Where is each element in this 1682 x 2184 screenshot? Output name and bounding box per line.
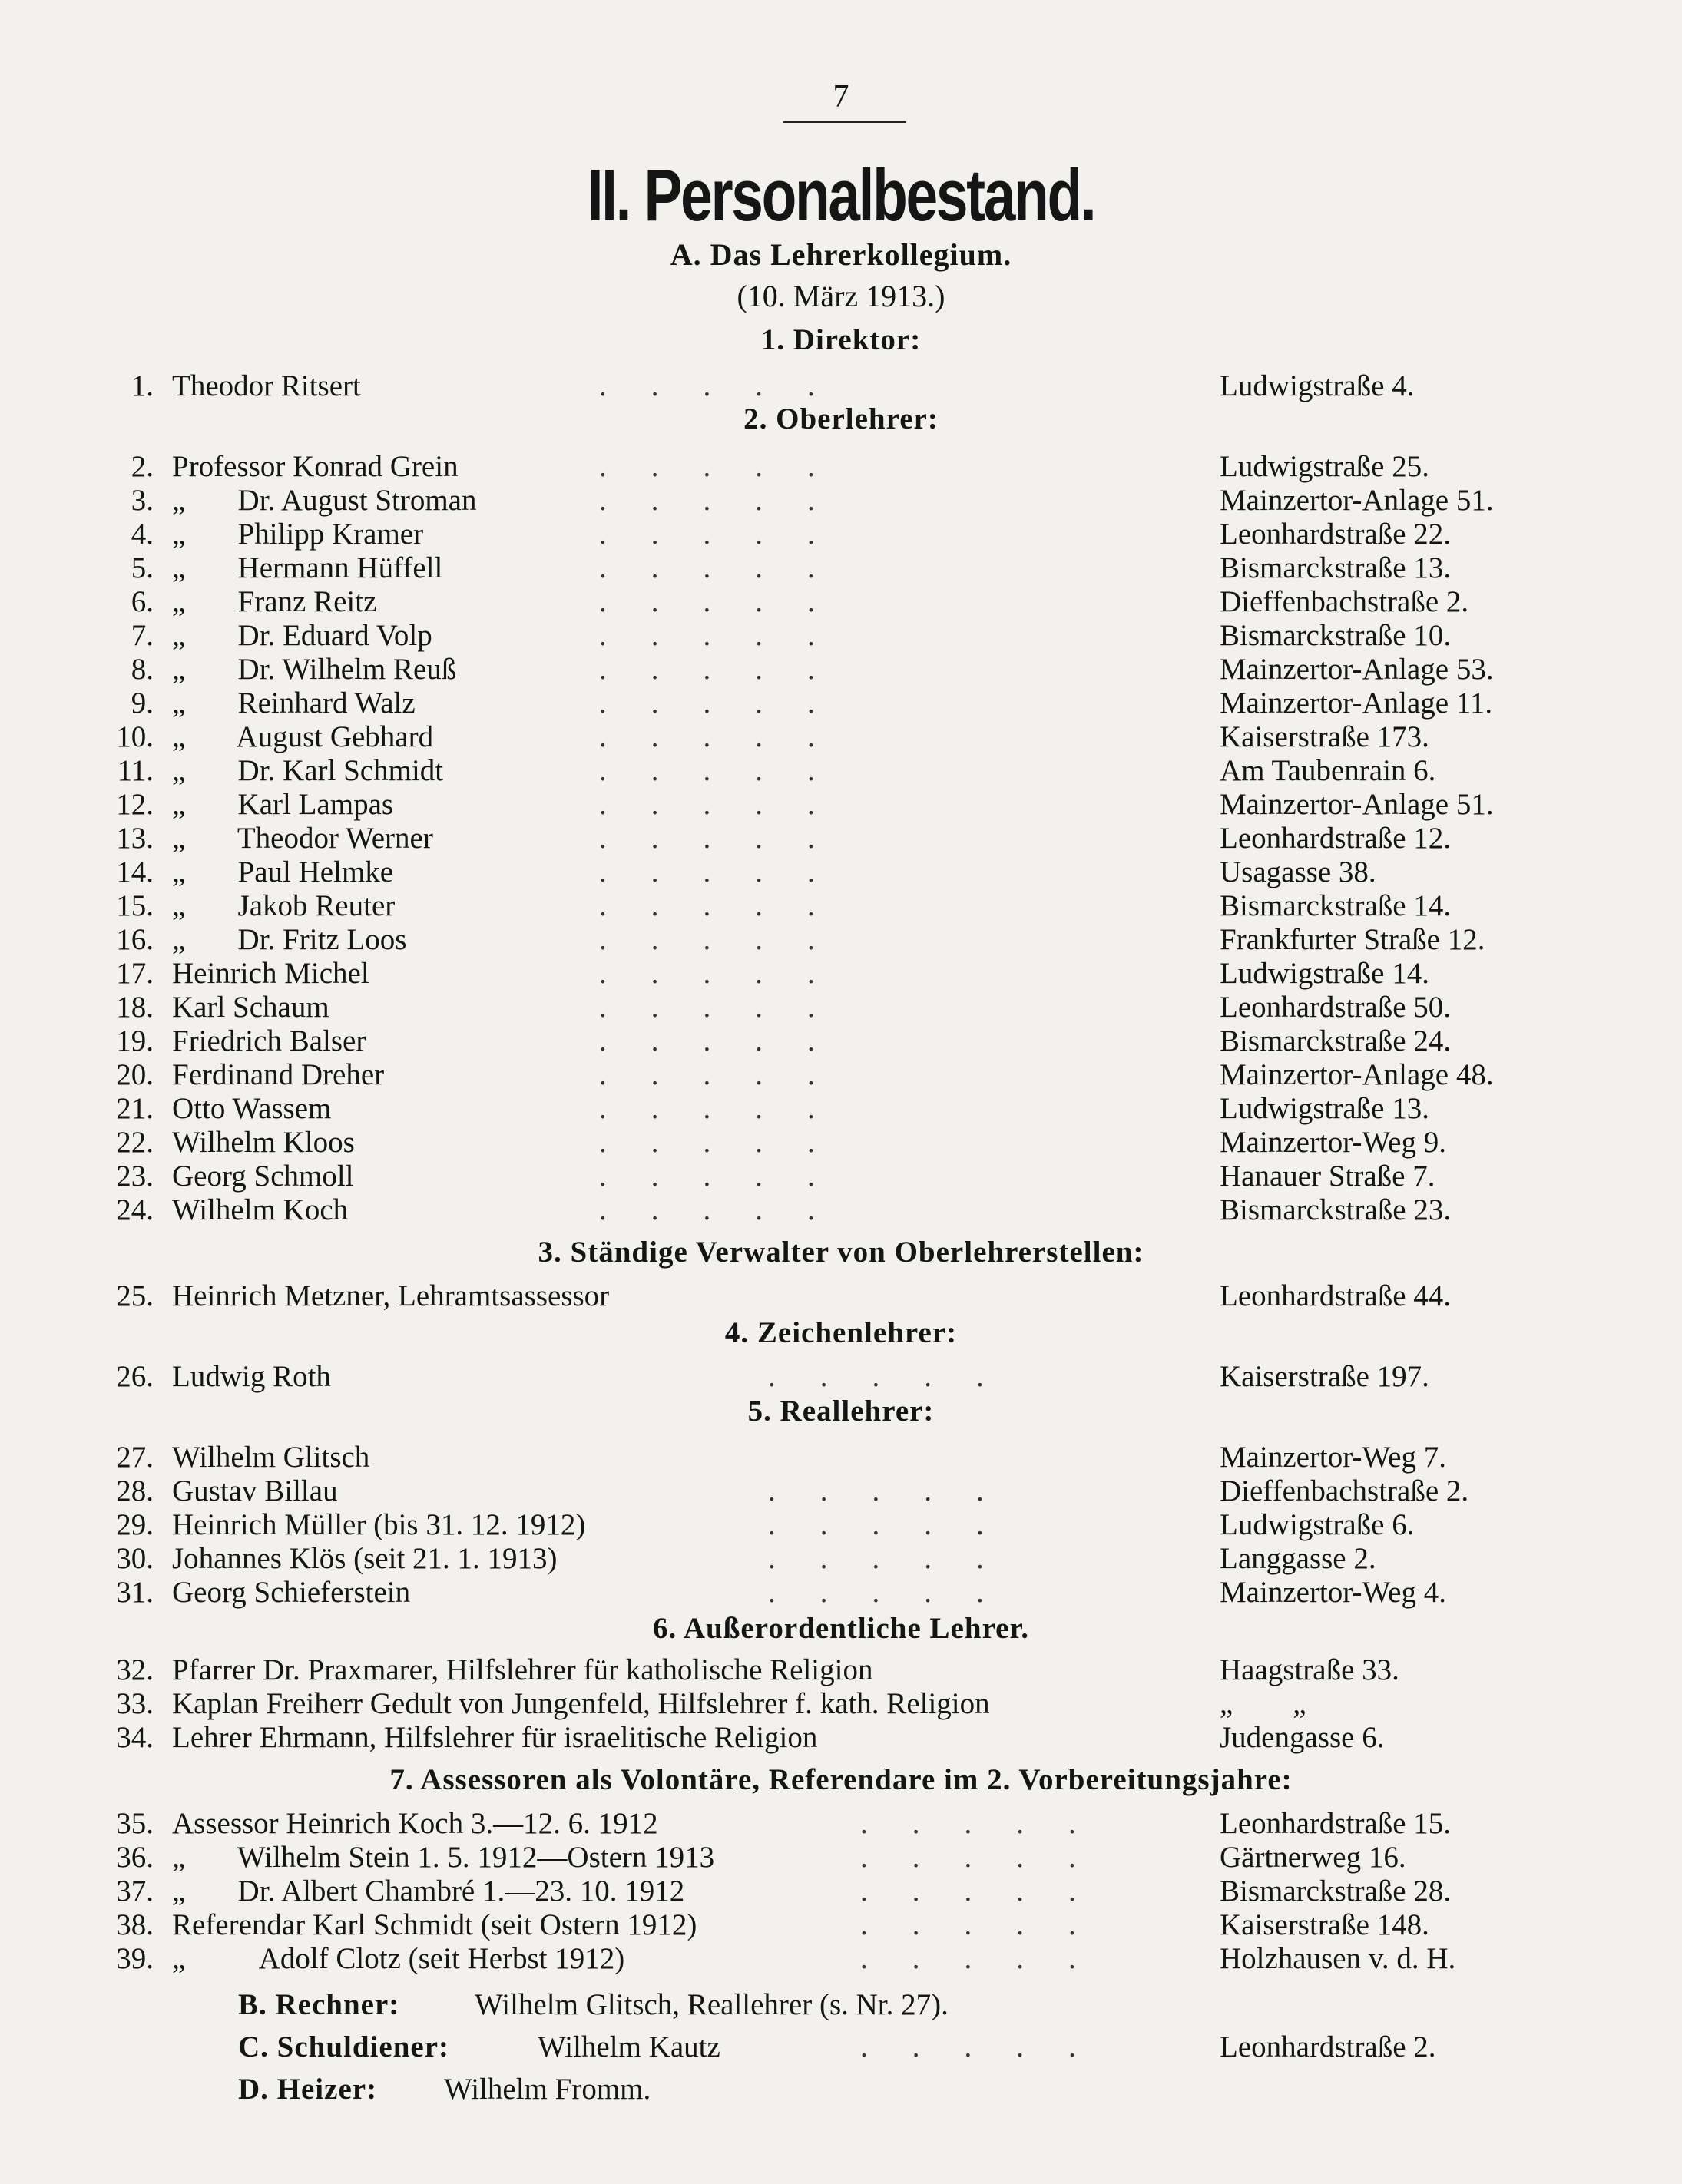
staff-address: Kaiserstraße 197.	[1220, 1360, 1429, 1393]
staff-row	[0, 787, 1682, 821]
staff-row	[0, 888, 1682, 922]
section-heading-verwalter: 3. Ständige Verwalter von Oberlehrerstellen:	[538, 1236, 1144, 1269]
dot-leader: .....	[599, 450, 859, 483]
dot-leader: .....	[599, 889, 859, 922]
staff-row	[0, 1279, 1682, 1312]
schuldiener-label: C. Schuldiener:	[238, 2030, 450, 2063]
staff-name: Heinrich Metzner, Lehramtsassessor	[172, 1279, 610, 1312]
dot-leader: .....	[599, 1160, 859, 1193]
staff-name: „ Adolf Clotz (seit Herbst 1912)	[172, 1942, 625, 1975]
staff-address: Dieffenbachstraße 2.	[1220, 1474, 1469, 1507]
staff-row	[0, 618, 1682, 652]
staff-address: Kaiserstraße 173.	[1220, 720, 1429, 753]
staff-row	[0, 1193, 1682, 1226]
staff-address: Mainzertor-Anlage 51.	[1220, 484, 1494, 517]
staff-number: 3.	[131, 484, 154, 517]
staff-number: 27.	[116, 1441, 154, 1474]
staff-name: „ Wilhelm Stein 1. 5. 1912—Ostern 1913	[172, 1841, 715, 1874]
staff-number: 30.	[116, 1542, 154, 1575]
staff-row	[0, 584, 1682, 618]
staff-row	[0, 1941, 1682, 1975]
section-heading-assessoren: 7. Assessoren als Volontäre, Referendare im 2. Vorbereitungsjahre:	[389, 1763, 1293, 1796]
staff-row	[0, 1024, 1682, 1057]
staff-name: „ Hermann Hüffell	[172, 551, 443, 584]
staff-address: Dieffenbachstraße 2.	[1220, 585, 1469, 618]
section-heading-reallehrer: 5. Reallehrer:	[747, 1395, 935, 1428]
staff-address: Haagstraße 33.	[1220, 1653, 1399, 1686]
staff-name: Heinrich Michel	[172, 957, 369, 990]
staff-name: Lehrer Ehrmann, Hilfslehrer für israelitische Religion	[172, 1721, 818, 1754]
dot-leader: .....	[860, 2030, 1121, 2063]
staff-name: „ Reinhard Walz	[172, 687, 416, 720]
staff-address: Ludwigstraße 4.	[1220, 369, 1415, 402]
dot-leader: .....	[599, 855, 859, 888]
staff-row	[0, 686, 1682, 720]
staff-number: 12.	[116, 788, 154, 821]
staff-row	[0, 1159, 1682, 1193]
staff-row	[0, 517, 1682, 551]
staff-number: 4.	[131, 518, 154, 551]
schuldiener-line	[0, 2030, 1682, 2063]
staff-number: 14.	[116, 855, 154, 888]
staff-address: Bismarckstraße 23.	[1220, 1193, 1452, 1226]
staff-name: Johannes Klös (seit 21. 1. 1913)	[172, 1542, 558, 1575]
staff-number: 9.	[131, 687, 154, 720]
staff-row	[0, 1440, 1682, 1474]
staff-address: Judengasse 6.	[1220, 1721, 1385, 1754]
staff-address: Mainzertor-Anlage 48.	[1220, 1058, 1494, 1091]
staff-number: 28.	[116, 1474, 154, 1507]
staff-name: Theodor Ritsert	[172, 369, 361, 402]
staff-row	[0, 1806, 1682, 1840]
staff-name: Otto Wassem	[172, 1092, 332, 1125]
staff-row	[0, 1840, 1682, 1874]
staff-number: 17.	[116, 957, 154, 990]
page-number: 7	[833, 79, 849, 114]
staff-row	[0, 956, 1682, 990]
section-heading-zeichenlehrer: 4. Zeichenlehrer:	[724, 1316, 958, 1349]
staff-address: Bismarckstraße 24.	[1220, 1024, 1452, 1057]
staff-name: „ Theodor Werner	[172, 822, 433, 855]
staff-row	[0, 1057, 1682, 1091]
staff-name: Wilhelm Kloos	[172, 1126, 355, 1159]
dot-leader: .....	[599, 653, 859, 686]
dot-leader: .....	[768, 1360, 1028, 1393]
staff-number: 6.	[131, 585, 154, 618]
section-heading-ausserordentliche: 6. Außerordentliche Lehrer.	[653, 1612, 1029, 1645]
staff-number: 26.	[116, 1360, 154, 1393]
dot-leader: .....	[599, 822, 859, 855]
rechner-value: Wilhelm Glitsch, Reallehrer (s. Nr. 27).	[475, 1988, 949, 2021]
staff-address: Leonhardstraße 50.	[1220, 991, 1452, 1024]
dot-leader: .....	[599, 991, 859, 1024]
staff-name: „ August Gebhard	[172, 720, 434, 753]
staff-row	[0, 551, 1682, 584]
dot-leader: .....	[768, 1508, 1028, 1541]
staff-address: Hanauer Straße 7.	[1220, 1160, 1435, 1193]
staff-address: Ludwigstraße 6.	[1220, 1508, 1415, 1541]
dot-leader: .....	[860, 1875, 1121, 1908]
dot-leader: .....	[860, 1841, 1121, 1874]
staff-name: Referendar Karl Schmidt (seit Ostern 1912)	[172, 1908, 697, 1941]
staff-name: „ Jakob Reuter	[172, 889, 396, 922]
staff-number: 21.	[116, 1092, 154, 1125]
staff-name: Assessor Heinrich Koch 3.—12. 6. 1912	[172, 1807, 658, 1840]
staff-address: Bismarckstraße 13.	[1220, 551, 1452, 584]
staff-address: Mainzertor-Anlage 53.	[1220, 653, 1494, 686]
staff-row	[0, 1125, 1682, 1159]
dot-leader: .....	[599, 619, 859, 652]
section-heading-direktor: 1. Direktor:	[760, 323, 922, 356]
staff-row	[0, 753, 1682, 787]
dot-leader: .....	[768, 1576, 1028, 1609]
staff-name: Friedrich Balser	[172, 1024, 366, 1057]
staff-address: Mainzertor-Anlage 51.	[1220, 788, 1494, 821]
staff-address: „ „	[1220, 1687, 1306, 1720]
staff-number: 29.	[116, 1508, 154, 1541]
staff-address: Mainzertor-Weg 7.	[1220, 1441, 1446, 1474]
staff-name: Ludwig Roth	[172, 1360, 331, 1393]
staff-address: Mainzertor-Anlage 11.	[1220, 687, 1493, 720]
staff-name: Wilhelm Koch	[172, 1193, 349, 1226]
staff-name: Heinrich Müller (bis 31. 12. 1912)	[172, 1508, 586, 1541]
heizer-label: D. Heizer:	[238, 2073, 378, 2106]
staff-name: Wilhelm Glitsch	[172, 1441, 370, 1474]
staff-address: Bismarckstraße 28.	[1220, 1875, 1452, 1908]
staff-name: „ Dr. Eduard Volp	[172, 619, 432, 652]
staff-number: 36.	[116, 1841, 154, 1874]
staff-number: 11.	[117, 754, 154, 787]
staff-number: 24.	[116, 1193, 154, 1226]
staff-number: 22.	[116, 1126, 154, 1159]
dot-leader: .....	[599, 1058, 859, 1091]
page-number-rule	[783, 121, 906, 123]
staff-number: 5.	[131, 551, 154, 584]
staff-name: Ferdinand Dreher	[172, 1058, 385, 1091]
staff-number: 25.	[116, 1279, 154, 1312]
staff-name: Professor Konrad Grein	[172, 450, 459, 483]
staff-address: Usagasse 38.	[1220, 855, 1376, 888]
dot-leader: .....	[599, 1092, 859, 1125]
staff-row	[0, 1091, 1682, 1125]
staff-row	[0, 449, 1682, 483]
staff-number: 2.	[131, 450, 154, 483]
dot-leader: .....	[599, 585, 859, 618]
dot-leader: .....	[599, 957, 859, 990]
staff-number: 8.	[131, 653, 154, 686]
staff-row	[0, 821, 1682, 855]
staff-address: Langgasse 2.	[1220, 1542, 1376, 1575]
staff-row	[0, 1908, 1682, 1941]
staff-number: 19.	[116, 1024, 154, 1057]
staff-address: Am Taubenrain 6.	[1220, 754, 1436, 787]
dot-leader: .....	[599, 518, 859, 551]
staff-row	[0, 855, 1682, 888]
date-line: (10. März 1913.)	[737, 279, 945, 313]
dot-leader: .....	[599, 484, 859, 517]
staff-address: Holzhausen v. d. H.	[1220, 1942, 1456, 1975]
staff-row	[0, 1575, 1682, 1609]
staff-row	[0, 1874, 1682, 1908]
staff-number: 18.	[116, 991, 154, 1024]
staff-number: 10.	[116, 720, 154, 753]
staff-row	[0, 1507, 1682, 1541]
staff-address: Ludwigstraße 25.	[1220, 450, 1429, 483]
schuldiener-address: Leonhardstraße 2.	[1220, 2030, 1436, 2063]
staff-number: 37.	[116, 1875, 154, 1908]
dot-leader: .....	[599, 687, 859, 720]
dot-leader: .....	[860, 1942, 1121, 1975]
dot-leader: .....	[599, 1126, 859, 1159]
staff-name: Georg Schmoll	[172, 1160, 354, 1193]
staff-number: 13.	[116, 822, 154, 855]
staff-row	[0, 1653, 1682, 1686]
staff-name: „ Dr. Fritz Loos	[172, 923, 407, 956]
schuldiener-value: Wilhelm Kautz	[538, 2030, 720, 2063]
staff-address: Ludwigstraße 14.	[1220, 957, 1429, 990]
staff-number: 7.	[131, 619, 154, 652]
staff-number: 33.	[116, 1687, 154, 1720]
dot-leader: .....	[599, 1193, 859, 1226]
dot-leader: .....	[599, 720, 859, 753]
rechner-label: B. Rechner:	[238, 1988, 400, 2021]
staff-number: 16.	[116, 923, 154, 956]
staff-row	[0, 1541, 1682, 1575]
staff-name: „ Paul Helmke	[172, 855, 394, 888]
dot-leader: .....	[860, 1908, 1121, 1941]
staff-row	[0, 720, 1682, 753]
staff-name: „ Franz Reitz	[172, 585, 377, 618]
staff-row	[0, 922, 1682, 956]
page-title: II. Personalbestand.	[587, 154, 1095, 237]
dot-leader: .....	[599, 369, 859, 402]
staff-address: Leonhardstraße 12.	[1220, 822, 1452, 855]
staff-row	[0, 1474, 1682, 1507]
staff-number: 23.	[116, 1160, 154, 1193]
dot-leader: .....	[599, 788, 859, 821]
staff-name: „ Dr. Karl Schmidt	[172, 754, 444, 787]
staff-number: 35.	[116, 1807, 154, 1840]
staff-number: 32.	[116, 1653, 154, 1686]
staff-number: 20.	[116, 1058, 154, 1091]
staff-number: 34.	[116, 1721, 154, 1754]
heizer-line	[0, 2072, 1682, 2106]
staff-number: 1.	[131, 369, 154, 402]
dot-leader: .....	[860, 1807, 1121, 1840]
staff-name: „ Philipp Kramer	[172, 518, 424, 551]
staff-name: Kaplan Freiherr Gedult von Jungenfeld, Hilfslehrer f. kath. Religion	[172, 1687, 990, 1720]
staff-name: Karl Schaum	[172, 991, 329, 1024]
staff-name: „ Dr. Wilhelm Reuß	[172, 653, 457, 686]
staff-name: Georg Schieferstein	[172, 1576, 411, 1609]
staff-row	[0, 1720, 1682, 1754]
staff-row	[0, 483, 1682, 517]
staff-address: Bismarckstraße 14.	[1220, 889, 1452, 922]
rechner-line	[0, 1987, 1682, 2021]
staff-address: Mainzertor-Weg 9.	[1220, 1126, 1446, 1159]
staff-row	[0, 1359, 1682, 1393]
staff-address: Leonhardstraße 44.	[1220, 1279, 1452, 1312]
staff-address: Kaiserstraße 148.	[1220, 1908, 1429, 1941]
staff-address: Frankfurter Straße 12.	[1220, 923, 1485, 956]
staff-address: Mainzertor-Weg 4.	[1220, 1576, 1446, 1609]
dot-leader: .....	[599, 551, 859, 584]
staff-name: „ Karl Lampas	[172, 788, 394, 821]
subtitle: A. Das Lehrerkollegium.	[670, 237, 1012, 272]
staff-number: 31.	[116, 1576, 154, 1609]
staff-number: 38.	[116, 1908, 154, 1941]
staff-number: 39.	[116, 1942, 154, 1975]
staff-address: Gärtnerweg 16.	[1220, 1841, 1406, 1874]
staff-name: „ Dr. Albert Chambré 1.—23. 10. 1912	[172, 1875, 685, 1908]
staff-row	[0, 652, 1682, 686]
staff-address: Bismarckstraße 10.	[1220, 619, 1452, 652]
staff-row	[0, 1686, 1682, 1720]
staff-address: Leonhardstraße 22.	[1220, 518, 1452, 551]
dot-leader: .....	[599, 1024, 859, 1057]
staff-name: Gustav Billau	[172, 1474, 338, 1507]
dot-leader: .....	[599, 754, 859, 787]
dot-leader: .....	[599, 923, 859, 956]
section-heading-oberlehrer: 2. Oberlehrer:	[743, 402, 939, 435]
staff-row	[0, 990, 1682, 1024]
staff-address: Ludwigstraße 13.	[1220, 1092, 1429, 1125]
staff-number: 15.	[116, 889, 154, 922]
dot-leader: .....	[768, 1474, 1028, 1507]
heizer-value: Wilhelm Fromm.	[444, 2073, 651, 2106]
dot-leader: .....	[768, 1542, 1028, 1575]
staff-name: Pfarrer Dr. Praxmarer, Hilfslehrer für katholische Religion	[172, 1653, 873, 1686]
staff-address: Leonhardstraße 15.	[1220, 1807, 1452, 1840]
staff-row	[0, 369, 1682, 402]
staff-name: „ Dr. August Stroman	[172, 484, 477, 517]
